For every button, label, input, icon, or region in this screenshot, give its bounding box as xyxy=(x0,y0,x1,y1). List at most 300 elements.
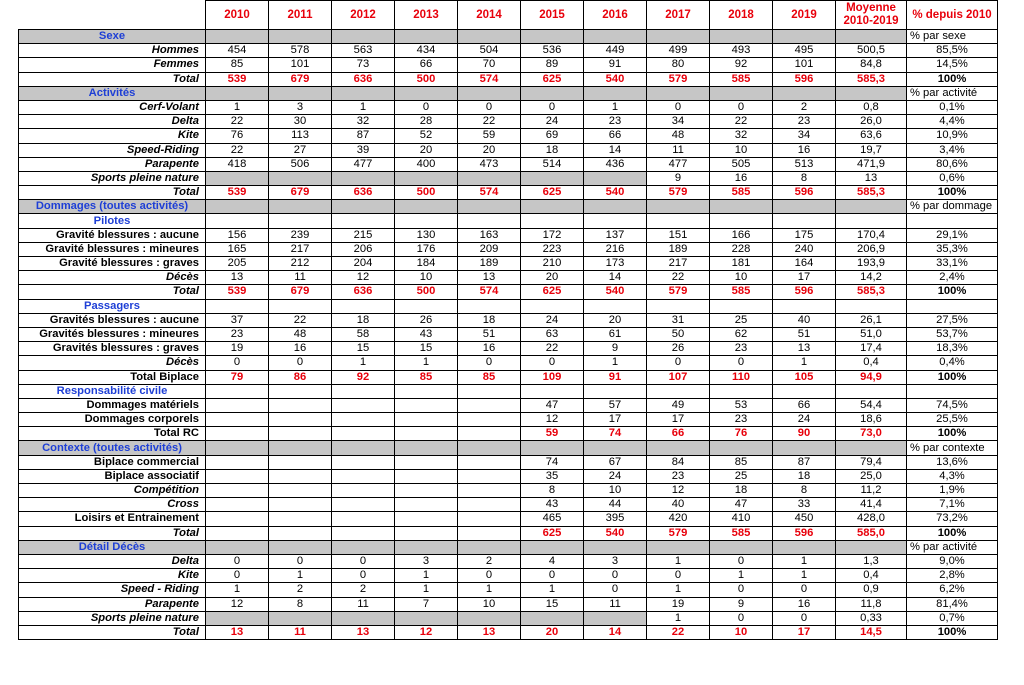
value-cell: 1 xyxy=(458,583,521,597)
section-fill xyxy=(836,540,907,554)
value-cell: 0 xyxy=(710,100,773,114)
section-fill xyxy=(710,200,773,214)
value-cell: 636 xyxy=(332,186,395,200)
data-row xyxy=(19,569,998,583)
value-cell xyxy=(206,398,269,412)
value-cell: 0 xyxy=(521,569,584,583)
percent-cell: 29,1% xyxy=(907,228,998,242)
subsection-fill xyxy=(647,214,710,228)
value-cell: 0 xyxy=(206,356,269,370)
value-cell: 0 xyxy=(773,611,836,625)
section-fill xyxy=(647,540,710,554)
value-cell xyxy=(395,469,458,483)
value-cell: 12 xyxy=(521,413,584,427)
value-cell: 53 xyxy=(710,398,773,412)
average-cell: 585,3 xyxy=(836,285,907,299)
value-cell: 1 xyxy=(773,554,836,568)
value-cell: 47 xyxy=(521,398,584,412)
value-cell: 1 xyxy=(521,583,584,597)
header-year: 2019 xyxy=(773,1,836,30)
section-fill xyxy=(647,200,710,214)
value-cell: 0 xyxy=(458,569,521,583)
value-cell: 514 xyxy=(521,157,584,171)
subsection-row xyxy=(19,299,998,313)
value-cell: 18 xyxy=(521,143,584,157)
value-cell: 89 xyxy=(521,58,584,72)
row-label: Gravité blessures : graves xyxy=(19,257,206,271)
value-cell: 9 xyxy=(710,597,773,611)
value-cell: 0 xyxy=(647,356,710,370)
value-cell: 85 xyxy=(710,455,773,469)
value-cell: 91 xyxy=(584,370,647,384)
section-percent-label: % par contexte xyxy=(907,441,998,455)
row-label: Speed-Riding xyxy=(19,143,206,157)
data-row xyxy=(19,228,998,242)
value-cell: 13 xyxy=(773,342,836,356)
value-cell: 22 xyxy=(269,313,332,327)
value-cell: 8 xyxy=(521,484,584,498)
data-row xyxy=(19,413,998,427)
average-cell: 73,0 xyxy=(836,427,907,441)
data-row xyxy=(19,327,998,341)
header-year: 2018 xyxy=(710,1,773,30)
value-cell xyxy=(395,498,458,512)
value-cell xyxy=(206,171,269,185)
value-cell xyxy=(395,512,458,526)
row-label: Delta xyxy=(19,115,206,129)
value-cell: 189 xyxy=(458,257,521,271)
subsection-fill xyxy=(773,214,836,228)
value-cell xyxy=(206,484,269,498)
data-row xyxy=(19,157,998,171)
percent-cell: 13,6% xyxy=(907,455,998,469)
value-cell xyxy=(332,455,395,469)
row-label: Gravité blessures : mineures xyxy=(19,242,206,256)
value-cell: 434 xyxy=(395,44,458,58)
value-cell: 137 xyxy=(584,228,647,242)
value-cell: 625 xyxy=(521,526,584,540)
subsection-fill xyxy=(269,384,332,398)
subsection-fill xyxy=(332,299,395,313)
percent-cell: 35,3% xyxy=(907,242,998,256)
value-cell: 23 xyxy=(710,413,773,427)
value-cell: 16 xyxy=(710,171,773,185)
value-cell: 74 xyxy=(584,427,647,441)
percent-cell: 1,9% xyxy=(907,484,998,498)
section-fill xyxy=(206,30,269,44)
value-cell: 130 xyxy=(395,228,458,242)
value-cell: 228 xyxy=(710,242,773,256)
value-cell: 12 xyxy=(206,597,269,611)
subsection-fill xyxy=(584,299,647,313)
section-title: Sexe xyxy=(19,30,206,44)
value-cell: 10 xyxy=(584,484,647,498)
subsection-fill xyxy=(206,299,269,313)
value-cell: 84 xyxy=(647,455,710,469)
data-row xyxy=(19,313,998,327)
value-cell: 2 xyxy=(458,554,521,568)
value-cell xyxy=(332,526,395,540)
average-cell: 14,5 xyxy=(836,625,907,639)
value-cell xyxy=(458,526,521,540)
value-cell xyxy=(458,398,521,412)
value-cell: 499 xyxy=(647,44,710,58)
value-cell: 62 xyxy=(710,327,773,341)
average-cell: 18,6 xyxy=(836,413,907,427)
data-row xyxy=(19,498,998,512)
subsection-fill xyxy=(458,299,521,313)
row-label: Total xyxy=(19,186,206,200)
total-row xyxy=(19,625,998,639)
value-cell: 8 xyxy=(269,597,332,611)
value-cell: 16 xyxy=(773,143,836,157)
percent-cell: 74,5% xyxy=(907,398,998,412)
value-cell: 585 xyxy=(710,285,773,299)
value-cell: 0 xyxy=(332,554,395,568)
value-cell: 66 xyxy=(773,398,836,412)
value-cell: 1 xyxy=(710,569,773,583)
value-cell: 240 xyxy=(773,242,836,256)
data-row xyxy=(19,143,998,157)
value-cell xyxy=(458,512,521,526)
value-cell: 1 xyxy=(395,583,458,597)
section-fill xyxy=(269,30,332,44)
section-fill xyxy=(647,441,710,455)
value-cell: 110 xyxy=(710,370,773,384)
value-cell xyxy=(395,171,458,185)
value-cell: 625 xyxy=(521,72,584,86)
subsection-fill xyxy=(269,214,332,228)
section-fill xyxy=(458,30,521,44)
value-cell: 500 xyxy=(395,186,458,200)
percent-cell: 27,5% xyxy=(907,313,998,327)
value-cell xyxy=(458,611,521,625)
average-cell: 11,2 xyxy=(836,484,907,498)
percent-cell: 100% xyxy=(907,285,998,299)
section-fill xyxy=(395,441,458,455)
row-label: Cerf-Volant xyxy=(19,100,206,114)
value-cell xyxy=(584,171,647,185)
subsection-fill xyxy=(395,299,458,313)
value-cell xyxy=(332,611,395,625)
value-cell xyxy=(395,427,458,441)
value-cell: 85 xyxy=(206,58,269,72)
value-cell: 13 xyxy=(332,625,395,639)
value-cell: 16 xyxy=(458,342,521,356)
row-label: Décès xyxy=(19,271,206,285)
value-cell xyxy=(269,469,332,483)
section-fill xyxy=(584,30,647,44)
value-cell: 636 xyxy=(332,285,395,299)
percent-cell: 0,1% xyxy=(907,100,998,114)
value-cell: 32 xyxy=(332,115,395,129)
value-cell: 31 xyxy=(647,313,710,327)
value-cell: 51 xyxy=(773,327,836,341)
value-cell: 61 xyxy=(584,327,647,341)
row-label: Sports pleine nature xyxy=(19,611,206,625)
value-cell: 454 xyxy=(206,44,269,58)
value-cell: 0 xyxy=(458,356,521,370)
section-fill xyxy=(773,540,836,554)
subsection-fill xyxy=(521,214,584,228)
value-cell: 13 xyxy=(458,625,521,639)
percent-cell: 73,2% xyxy=(907,512,998,526)
value-cell: 1 xyxy=(647,554,710,568)
value-cell: 25 xyxy=(710,313,773,327)
average-cell: 0,4 xyxy=(836,356,907,370)
value-cell: 0 xyxy=(458,100,521,114)
value-cell xyxy=(521,611,584,625)
value-cell xyxy=(206,526,269,540)
value-cell xyxy=(269,526,332,540)
percent-cell: 10,9% xyxy=(907,129,998,143)
section-fill xyxy=(332,441,395,455)
value-cell: 1 xyxy=(395,356,458,370)
subsection-fill xyxy=(907,299,998,313)
value-cell: 217 xyxy=(647,257,710,271)
value-cell xyxy=(206,512,269,526)
subsection-fill xyxy=(836,384,907,398)
value-cell: 209 xyxy=(458,242,521,256)
total-row xyxy=(19,285,998,299)
section-fill xyxy=(269,200,332,214)
section-fill xyxy=(269,441,332,455)
value-cell: 101 xyxy=(269,58,332,72)
value-cell xyxy=(206,455,269,469)
header-corner xyxy=(19,1,206,30)
percent-cell: 33,1% xyxy=(907,257,998,271)
section-fill xyxy=(773,30,836,44)
average-cell: 585,3 xyxy=(836,72,907,86)
section-fill xyxy=(206,540,269,554)
value-cell: 465 xyxy=(521,512,584,526)
value-cell: 0 xyxy=(647,569,710,583)
percent-cell: 3,4% xyxy=(907,143,998,157)
section-fill xyxy=(206,86,269,100)
value-cell: 0 xyxy=(269,356,332,370)
value-cell: 212 xyxy=(269,257,332,271)
value-cell: 18 xyxy=(710,484,773,498)
section-fill xyxy=(836,30,907,44)
header-year: 2016 xyxy=(584,1,647,30)
subsection-fill xyxy=(458,384,521,398)
row-label: Cross xyxy=(19,498,206,512)
percent-cell: 85,5% xyxy=(907,44,998,58)
average-cell: 0,8 xyxy=(836,100,907,114)
row-label: Total xyxy=(19,285,206,299)
row-label: Décès xyxy=(19,356,206,370)
value-cell: 449 xyxy=(584,44,647,58)
section-fill xyxy=(584,200,647,214)
value-cell: 506 xyxy=(269,157,332,171)
row-label: Kite xyxy=(19,129,206,143)
value-cell: 39 xyxy=(332,143,395,157)
average-cell: 63,6 xyxy=(836,129,907,143)
value-cell: 101 xyxy=(773,58,836,72)
value-cell: 0 xyxy=(773,583,836,597)
value-cell: 66 xyxy=(395,58,458,72)
value-cell: 22 xyxy=(206,115,269,129)
section-percent-label: % par dommage xyxy=(907,200,998,214)
row-label: Femmes xyxy=(19,58,206,72)
value-cell: 574 xyxy=(458,72,521,86)
value-cell: 3 xyxy=(584,554,647,568)
value-cell: 76 xyxy=(206,129,269,143)
value-cell: 74 xyxy=(521,455,584,469)
value-cell: 1 xyxy=(773,356,836,370)
value-cell: 1 xyxy=(206,583,269,597)
value-cell: 1 xyxy=(269,569,332,583)
average-cell: 1,3 xyxy=(836,554,907,568)
average-cell: 94,9 xyxy=(836,370,907,384)
value-cell: 12 xyxy=(395,625,458,639)
average-cell: 19,7 xyxy=(836,143,907,157)
value-cell: 0 xyxy=(269,554,332,568)
section-fill xyxy=(269,86,332,100)
data-row xyxy=(19,583,998,597)
value-cell: 578 xyxy=(269,44,332,58)
header-year: 2015 xyxy=(521,1,584,30)
value-cell: 13 xyxy=(206,271,269,285)
value-cell: 30 xyxy=(269,115,332,129)
value-cell: 0 xyxy=(584,569,647,583)
value-cell: 58 xyxy=(332,327,395,341)
value-cell: 0 xyxy=(710,583,773,597)
value-cell: 13 xyxy=(458,271,521,285)
row-label: Biplace commercial xyxy=(19,455,206,469)
value-cell: 410 xyxy=(710,512,773,526)
value-cell: 500 xyxy=(395,72,458,86)
value-cell: 206 xyxy=(332,242,395,256)
average-cell: 206,9 xyxy=(836,242,907,256)
value-cell: 17 xyxy=(647,413,710,427)
value-cell: 1 xyxy=(206,100,269,114)
value-cell: 156 xyxy=(206,228,269,242)
value-cell: 10 xyxy=(710,625,773,639)
value-cell: 436 xyxy=(584,157,647,171)
value-cell xyxy=(395,413,458,427)
value-cell: 11 xyxy=(647,143,710,157)
value-cell: 107 xyxy=(647,370,710,384)
value-cell: 10 xyxy=(458,597,521,611)
section-fill xyxy=(710,86,773,100)
data-row xyxy=(19,512,998,526)
subsection-fill xyxy=(206,214,269,228)
row-label: Sports pleine nature xyxy=(19,171,206,185)
value-cell: 173 xyxy=(584,257,647,271)
row-label: Parapente xyxy=(19,157,206,171)
subsection-fill xyxy=(269,299,332,313)
value-cell: 151 xyxy=(647,228,710,242)
percent-cell: 80,6% xyxy=(907,157,998,171)
value-cell xyxy=(206,498,269,512)
value-cell: 12 xyxy=(647,484,710,498)
value-cell: 22 xyxy=(206,143,269,157)
value-cell: 66 xyxy=(584,129,647,143)
value-cell: 0 xyxy=(206,569,269,583)
value-cell: 22 xyxy=(647,271,710,285)
section-fill xyxy=(710,540,773,554)
value-cell: 23 xyxy=(710,342,773,356)
value-cell: 579 xyxy=(647,186,710,200)
value-cell: 19 xyxy=(647,597,710,611)
data-row xyxy=(19,100,998,114)
subsection-fill xyxy=(836,214,907,228)
value-cell: 105 xyxy=(773,370,836,384)
value-cell: 679 xyxy=(269,285,332,299)
section-fill xyxy=(773,441,836,455)
section-percent-label: % par sexe xyxy=(907,30,998,44)
row-label: Gravités blessures : aucune xyxy=(19,313,206,327)
row-label: Kite xyxy=(19,569,206,583)
value-cell: 493 xyxy=(710,44,773,58)
value-cell: 540 xyxy=(584,186,647,200)
average-cell: 84,8 xyxy=(836,58,907,72)
value-cell: 0 xyxy=(584,583,647,597)
value-cell: 679 xyxy=(269,72,332,86)
value-cell: 28 xyxy=(395,115,458,129)
value-cell xyxy=(269,427,332,441)
average-cell: 51,0 xyxy=(836,327,907,341)
row-label: Total xyxy=(19,526,206,540)
value-cell: 540 xyxy=(584,285,647,299)
value-cell: 0 xyxy=(332,569,395,583)
value-cell xyxy=(395,484,458,498)
section-fill xyxy=(836,441,907,455)
value-cell: 47 xyxy=(710,498,773,512)
percent-cell: 100% xyxy=(907,625,998,639)
section-fill xyxy=(206,441,269,455)
value-cell: 400 xyxy=(395,157,458,171)
value-cell: 20 xyxy=(395,143,458,157)
value-cell: 0 xyxy=(710,356,773,370)
percent-cell: 4,3% xyxy=(907,469,998,483)
data-row xyxy=(19,342,998,356)
subsection-fill xyxy=(395,214,458,228)
value-cell: 18 xyxy=(458,313,521,327)
value-cell xyxy=(269,398,332,412)
value-cell xyxy=(269,171,332,185)
section-fill xyxy=(584,441,647,455)
data-row xyxy=(19,484,998,498)
value-cell: 69 xyxy=(521,129,584,143)
value-cell: 625 xyxy=(521,186,584,200)
value-cell: 24 xyxy=(773,413,836,427)
value-cell: 1 xyxy=(584,100,647,114)
section-fill xyxy=(710,30,773,44)
average-cell: 0,4 xyxy=(836,569,907,583)
average-cell: 13 xyxy=(836,171,907,185)
row-label: Total Biplace xyxy=(19,370,206,384)
value-cell: 91 xyxy=(584,58,647,72)
row-label: Dommages corporels xyxy=(19,413,206,427)
value-cell xyxy=(521,171,584,185)
average-cell: 25,0 xyxy=(836,469,907,483)
value-cell: 25 xyxy=(710,469,773,483)
row-label: Hommes xyxy=(19,44,206,58)
average-cell: 17,4 xyxy=(836,342,907,356)
value-cell xyxy=(458,427,521,441)
value-cell: 37 xyxy=(206,313,269,327)
value-cell xyxy=(458,455,521,469)
value-cell: 473 xyxy=(458,157,521,171)
value-cell: 80 xyxy=(647,58,710,72)
value-cell: 34 xyxy=(647,115,710,129)
value-cell: 92 xyxy=(332,370,395,384)
value-cell: 22 xyxy=(458,115,521,129)
subsection-fill xyxy=(773,384,836,398)
value-cell: 215 xyxy=(332,228,395,242)
